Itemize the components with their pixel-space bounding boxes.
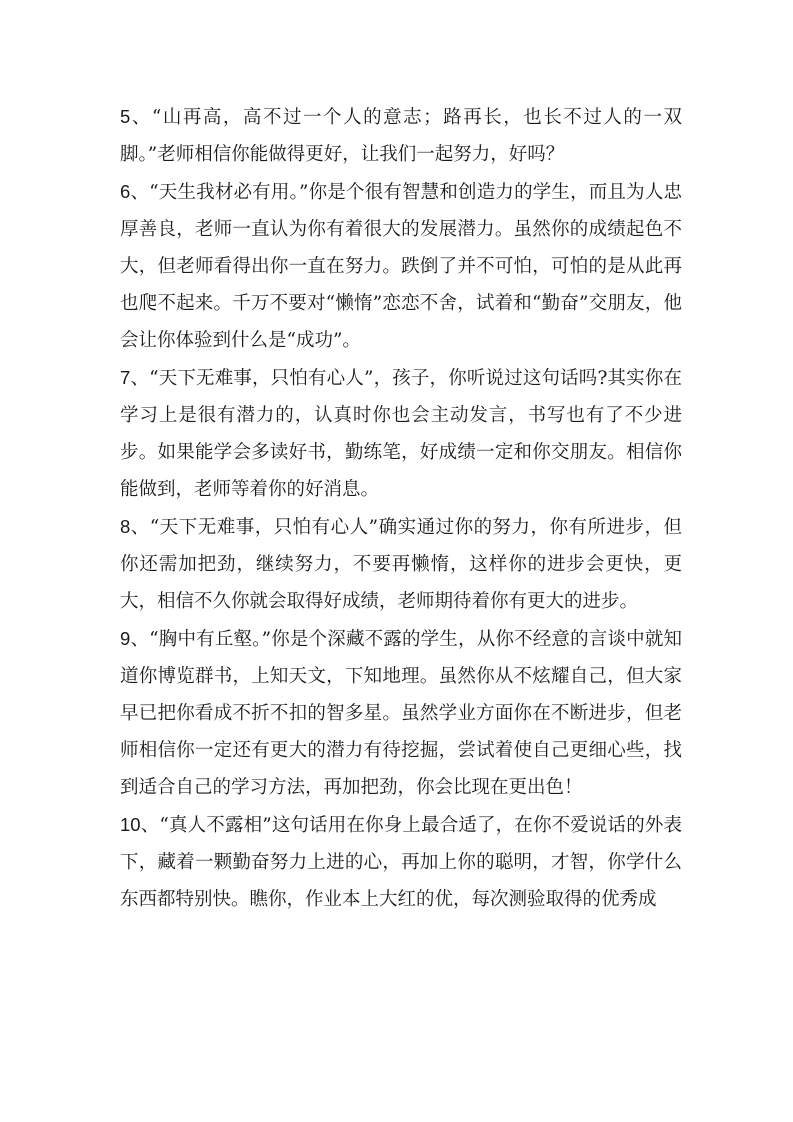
paragraph-10 (120, 806, 682, 918)
document-page (120, 98, 682, 918)
paragraph-6 (120, 173, 682, 359)
paragraph-text: “山再高，高不过一个人的意志；路再长，也长不过人的一双脚。”老师相信你能做得更好，让我们一起努力，好吗？ (120, 107, 682, 165)
paragraph-number: 9、 (120, 628, 150, 649)
paragraph-7 (120, 359, 682, 508)
paragraph-8 (120, 508, 682, 620)
paragraph-text: “真人不露相”这句话用在你身上最合适了，在你不爱说话的外表下，藏着一颗勤奋努力上进的心，再加上你的聪明，才智，你学什么东西都特别快。瞧你，作业本上大红的优，每次测验取得的优秀成 (120, 815, 683, 910)
paragraph-number: 7、 (120, 367, 150, 388)
paragraph-text: “天下无难事，只怕有心人”，孩子，你听说过这句话吗?其实你在学习上是很有潜力的，认真时你也会主动发言，书写也有了不少进步。如果能学会多读好书，勤练笔，好成绩一定和你交朋友。相信你能做到，老师等着你的好消息。 (120, 368, 682, 500)
paragraph-text: “胸中有丘壑。”你是个深藏不露的学生，从你不经意的言谈中就知道你博览群书，上知天文，下知地理。虽然你从不炫耀自己，但大家早已把你看成不折不扣的智多星。虽然学业方面你在不断进步，但老师相信你一定还有更大的潜力有待挖掘，尝试着使自己更细心些，找到适合自己的学习方法，再加把劲，你会比现在更出色！ (120, 629, 682, 798)
paragraph-number: 6、 (120, 181, 150, 202)
paragraph-5 (120, 98, 682, 173)
paragraph-number: 5、 (120, 106, 152, 127)
paragraph-9 (120, 620, 682, 806)
paragraph-number: 8、 (120, 516, 150, 537)
paragraph-number: 10、 (120, 814, 160, 835)
paragraph-text: “天下无难事，只怕有心人”确实通过你的努力，你有所进步，但你还需加把劲，继续努力，不要再懒惰，这样你的进步会更快，更大，相信不久你就会取得好成绩，老师期待着你有更大的进步。 (120, 517, 682, 612)
paragraph-text: “天生我材必有用。”你是个很有智慧和创造力的学生，而且为人忠厚善良，老师一直认为你有着很大的发展潜力。虽然你的成绩起色不大，但老师看得出你一直在努力。跌倒了并不可怕，可怕的是从此再也爬不起来。千万不要对“懒惰”恋恋不舍，试着和“勤奋”交朋友，他会让你体验到什么是“成功”。 (120, 182, 682, 351)
